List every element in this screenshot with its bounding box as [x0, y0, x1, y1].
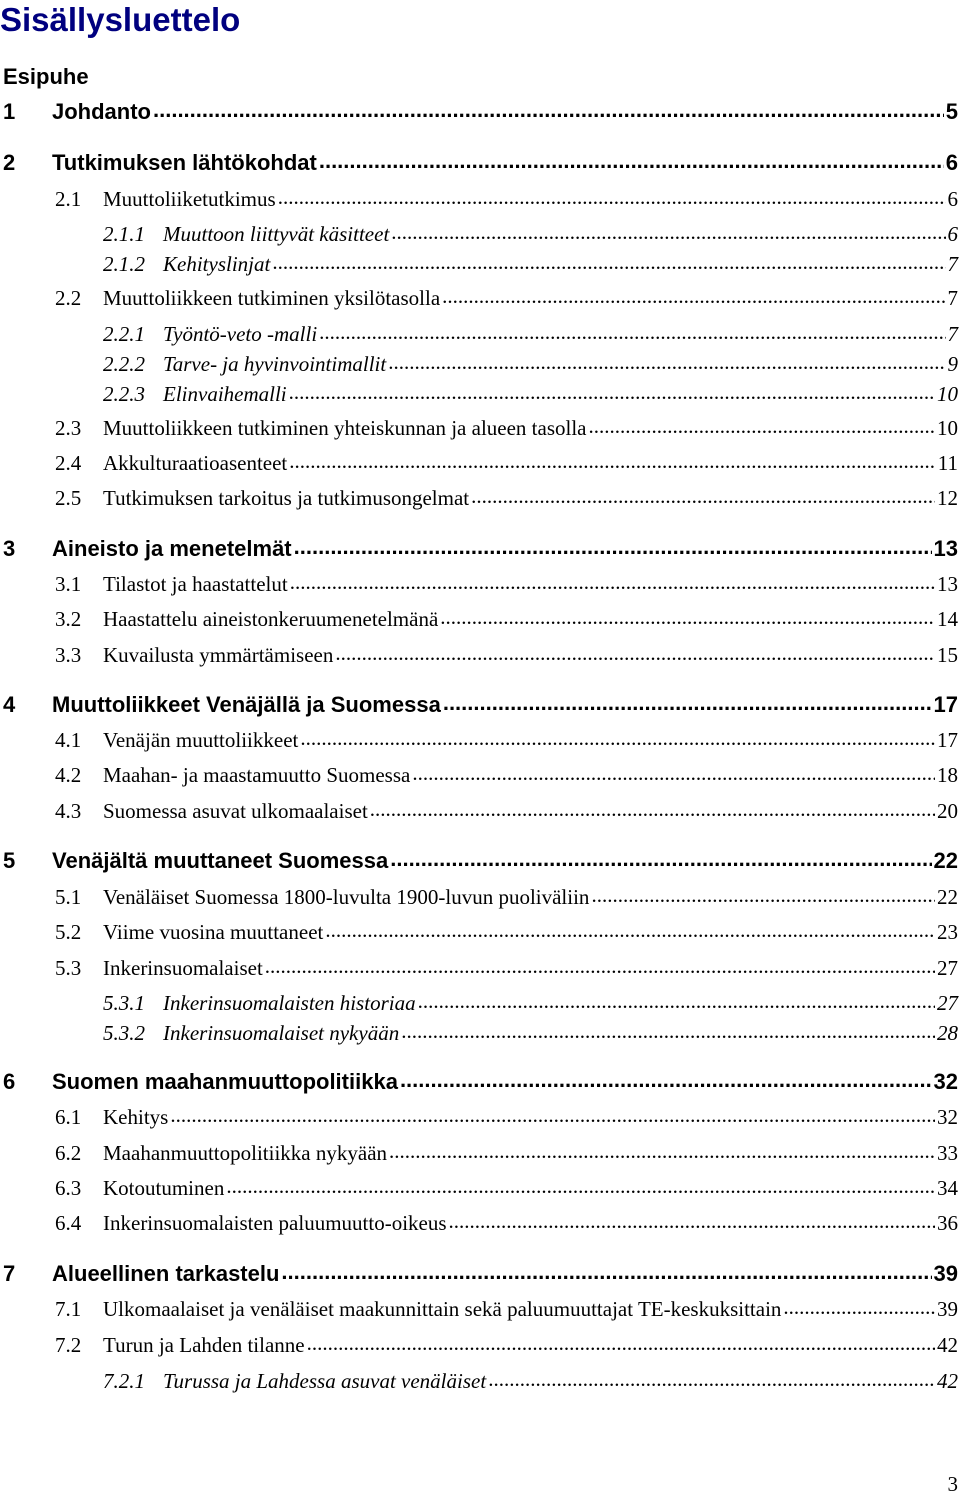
dot-leader [388, 346, 945, 378]
dot-leader [272, 246, 945, 278]
toc-entry-title: Suomen maahanmuuttopolitiikka [52, 1069, 398, 1094]
toc-entry-title: Venäjältä muuttaneet Suomessa [52, 848, 389, 873]
toc-entry[interactable] [0, 1329, 958, 1361]
toc-entry-title: Kehitys [103, 1105, 169, 1129]
toc-entry-number: 4 [3, 692, 16, 717]
dot-leader [440, 601, 935, 633]
toc-entry[interactable] [0, 1207, 958, 1239]
dot-leader [307, 1327, 935, 1359]
dot-leader [300, 722, 935, 754]
toc-entry-number: 6 [3, 1069, 16, 1094]
toc-entry[interactable] [0, 1365, 958, 1397]
toc-entry[interactable] [0, 759, 958, 791]
toc-entry-page: 27 [937, 991, 958, 1015]
toc-entry-page: 6 [945, 150, 958, 175]
toc-entry-page: 32 [937, 1105, 958, 1129]
toc-entry-page: 5 [945, 99, 958, 124]
dot-leader [289, 445, 936, 477]
toc-entry[interactable] [0, 1172, 958, 1204]
toc-entry-number: 7.2 [55, 1333, 82, 1357]
toc-entry-page: 6 [947, 222, 958, 246]
toc-entry-page: 22 [933, 848, 958, 873]
toc-entry-title: Ulkomaalaiset ja venäläiset maakunnittain sekä paluumuuttajat TE-keskuksittain [103, 1297, 782, 1321]
toc-entry-page: 42 [937, 1333, 958, 1357]
toc-entry-title: Tarve- ja hyvinvointimallit [163, 352, 387, 376]
toc-entry-title: Johdanto [52, 99, 151, 124]
toc-entry-title: Kotoutuminen [103, 1176, 225, 1200]
toc-entry-title: Tutkimuksen tarkoitus ja tutkimusongelmat [103, 486, 470, 510]
toc-entry-page: 39 [937, 1297, 958, 1321]
toc-entry-title: Akkulturaatioasenteet [103, 451, 288, 475]
dot-leader [370, 793, 935, 825]
dot-leader [412, 757, 935, 789]
page-number: 3 [947, 1472, 958, 1496]
toc-entry-title: Suomessa asuvat ulkomaalaiset [103, 799, 368, 823]
toc-entry-number: 6.4 [55, 1211, 82, 1235]
toc-entry-page: 36 [937, 1211, 958, 1235]
toc-entry-title: Muuttoon liittyvät käsitteet [163, 222, 390, 246]
toc-entry[interactable] [0, 1137, 958, 1169]
toc-entry-number: 5 [3, 848, 16, 873]
toc-entry-page: 39 [933, 1261, 958, 1286]
dot-leader [335, 637, 935, 669]
toc-entry-number: 1 [3, 99, 16, 124]
toc-entry-page: 13 [937, 572, 958, 596]
toc-entry-number: 5.2 [55, 920, 82, 944]
toc-entry-number: 2.2.3 [103, 382, 145, 406]
toc-entry-page: 27 [937, 956, 958, 980]
toc-entry-number: 2.2 [55, 286, 82, 310]
toc-entry[interactable] [0, 147, 958, 179]
toc-entry[interactable] [0, 282, 958, 314]
page-title: Sisällysluettelo [0, 1, 241, 38]
toc-entry-number: 2.1.1 [103, 222, 145, 246]
toc-entry-number: 5.3.2 [103, 1021, 145, 1045]
dot-leader [783, 1291, 935, 1323]
toc-entry-number: 2.2.1 [103, 322, 145, 346]
toc-entry[interactable] [0, 412, 958, 444]
dot-leader [290, 566, 935, 598]
toc-entry-title: Inkerinsuomalaiset [103, 956, 263, 980]
toc-entry-title: Turussa ja Lahdessa asuvat venäläiset [163, 1369, 487, 1393]
toc-entry[interactable] [0, 795, 958, 827]
toc-entry-number: 2.1 [55, 187, 82, 211]
toc-entry-title: Elinvaihemalli [163, 382, 287, 406]
toc-entry-number: 2.3 [55, 416, 82, 440]
toc-entry-page: 28 [937, 1021, 958, 1045]
dot-leader [391, 216, 945, 248]
preface-heading: Esipuhe [3, 64, 89, 89]
toc-entry-number: 5.1 [55, 885, 82, 909]
toc-entry-number: 5.3 [55, 956, 82, 980]
toc-entry-title: Muuttoliikkeen tutkiminen yhteiskunnan ja alueen tasolla [103, 416, 587, 440]
toc-entry-page: 17 [933, 692, 958, 717]
toc-entry[interactable] [0, 1258, 958, 1290]
dot-leader [325, 914, 935, 946]
toc-entry-number: 7.1 [55, 1297, 82, 1321]
toc-entry-page: 7 [947, 252, 958, 276]
toc-entry-page: 33 [937, 1141, 958, 1165]
toc-entry-number: 7.2.1 [103, 1369, 145, 1393]
toc-entry-number: 6.3 [55, 1176, 82, 1200]
dot-leader [281, 1256, 931, 1288]
dot-leader [294, 531, 932, 563]
toc-entry-page: 11 [937, 451, 958, 475]
dot-leader [471, 480, 935, 512]
toc-entry-title: Viime vuosina muuttaneet [103, 920, 324, 944]
toc-entry-number: 2.2.2 [103, 352, 145, 376]
toc-entry-number: 6.2 [55, 1141, 82, 1165]
toc-entry-number: 7 [3, 1261, 16, 1286]
toc-entry-page: 32 [933, 1069, 958, 1094]
toc-entry-number: 2.1.2 [103, 252, 145, 276]
dot-leader [443, 687, 932, 719]
dot-leader [289, 376, 935, 408]
dot-leader [319, 145, 944, 177]
toc-entry-title: Maahanmuuttopolitiikka nykyään [103, 1141, 388, 1165]
toc-entry-page: 17 [937, 728, 958, 752]
toc-entry-page: 18 [937, 763, 958, 787]
toc-entry-page: 34 [937, 1176, 958, 1200]
toc-entry[interactable] [0, 639, 958, 671]
toc-entry-number: 2 [3, 150, 16, 175]
toc-entry-page: 14 [937, 607, 958, 631]
toc-entry[interactable] [0, 881, 958, 913]
toc-entry[interactable] [0, 96, 958, 128]
toc-entry[interactable] [0, 603, 958, 635]
dot-leader [389, 1135, 935, 1167]
toc-entry-title: Muuttoliikkeen tutkiminen yksilötasolla [103, 286, 441, 310]
dot-leader [442, 280, 945, 312]
toc-entry-number: 5.3.1 [103, 991, 145, 1015]
toc-entry-title: Kuvailusta ymmärtämiseen [103, 643, 334, 667]
toc-entry[interactable] [0, 1101, 958, 1133]
dot-leader [226, 1170, 935, 1202]
toc-entry-page: 12 [937, 486, 958, 510]
toc-entry-title: Työntö-veto -malli [163, 322, 318, 346]
toc-entry[interactable] [0, 482, 958, 514]
toc-entry-page: 23 [937, 920, 958, 944]
toc-entry[interactable] [0, 378, 958, 410]
toc-entry[interactable] [0, 845, 958, 877]
toc-entry-page: 22 [937, 885, 958, 909]
toc-entry-page: 15 [937, 643, 958, 667]
toc-entry-title: Tutkimuksen lähtökohdat [52, 150, 317, 175]
toc-entry-title: Muuttoliiketutkimus [103, 187, 276, 211]
toc-entry[interactable] [0, 1066, 958, 1098]
toc-entry-title: Alueellinen tarkastelu [52, 1261, 280, 1286]
toc-entry-title: Turun ja Lahden tilanne [103, 1333, 305, 1357]
toc-entry[interactable] [0, 533, 958, 565]
dot-leader [278, 181, 946, 213]
toc-entry-number: 3.2 [55, 607, 82, 631]
toc-entry-number: 6.1 [55, 1105, 82, 1129]
toc-entry-number: 3.3 [55, 643, 82, 667]
toc-entry-page: 10 [937, 382, 958, 406]
toc-entry[interactable] [0, 183, 958, 215]
toc-entry[interactable] [0, 916, 958, 948]
toc-entry[interactable] [0, 1293, 958, 1325]
dot-leader [588, 410, 935, 442]
toc-entry-page: 9 [947, 352, 958, 376]
toc-entry-number: 4.3 [55, 799, 82, 823]
toc-entry-page: 7 [947, 286, 958, 310]
dot-leader [488, 1363, 935, 1395]
dot-leader [390, 843, 931, 875]
dot-leader [400, 1064, 932, 1096]
dot-leader [591, 879, 935, 911]
dot-leader [401, 1015, 935, 1047]
toc-entry-title: Maahan- ja maastamuutto Suomessa [103, 763, 411, 787]
toc-entry-page: 20 [937, 799, 958, 823]
toc-entry-title: Haastattelu aineistonkeruumenetelmänä [103, 607, 439, 631]
toc-entry[interactable] [0, 248, 958, 280]
toc-entry-title: Inkerinsuomalaisten historiaa [163, 991, 416, 1015]
toc-entry-title: Kehityslinjat [163, 252, 271, 276]
toc-entry[interactable] [0, 689, 958, 721]
toc-entry[interactable] [0, 568, 958, 600]
dot-leader [265, 950, 935, 982]
dot-leader [449, 1205, 935, 1237]
toc-entry-title: Inkerinsuomalaisten paluumuutto-oikeus [103, 1211, 447, 1235]
toc-entry-title: Venäjän muuttoliikkeet [103, 728, 299, 752]
toc-entry-number: 4.2 [55, 763, 82, 787]
toc-entry-title: Muuttoliikkeet Venäjällä ja Suomessa [52, 692, 441, 717]
toc-entry-title: Inkerinsuomalaiset nykyään [163, 1021, 400, 1045]
toc-entry-number: 2.5 [55, 486, 82, 510]
toc-entry-title: Aineisto ja menetelmät [52, 536, 292, 561]
toc-entry-title: Venäläiset Suomessa 1800-luvulta 1900-luvun puoliväliin [103, 885, 590, 909]
toc-entry-number: 4.1 [55, 728, 82, 752]
toc-entry-page: 13 [933, 536, 958, 561]
toc-entry-number: 2.4 [55, 451, 82, 475]
toc-entry[interactable] [0, 1017, 958, 1049]
dot-leader [319, 316, 945, 348]
toc-entry[interactable] [0, 447, 958, 479]
dot-leader [418, 985, 935, 1017]
toc-entry-page: 42 [937, 1369, 958, 1393]
dot-leader [153, 94, 944, 126]
toc-entry[interactable] [0, 724, 958, 756]
toc-entry-number: 3 [3, 536, 16, 561]
toc-entry-number: 3.1 [55, 572, 82, 596]
dot-leader [170, 1099, 935, 1131]
toc-entry-page: 7 [947, 322, 958, 346]
toc-entry-page: 6 [947, 187, 958, 211]
toc-entry-page: 10 [937, 416, 958, 440]
toc-entry[interactable] [0, 952, 958, 984]
toc-entry-title: Tilastot ja haastattelut [103, 572, 288, 596]
